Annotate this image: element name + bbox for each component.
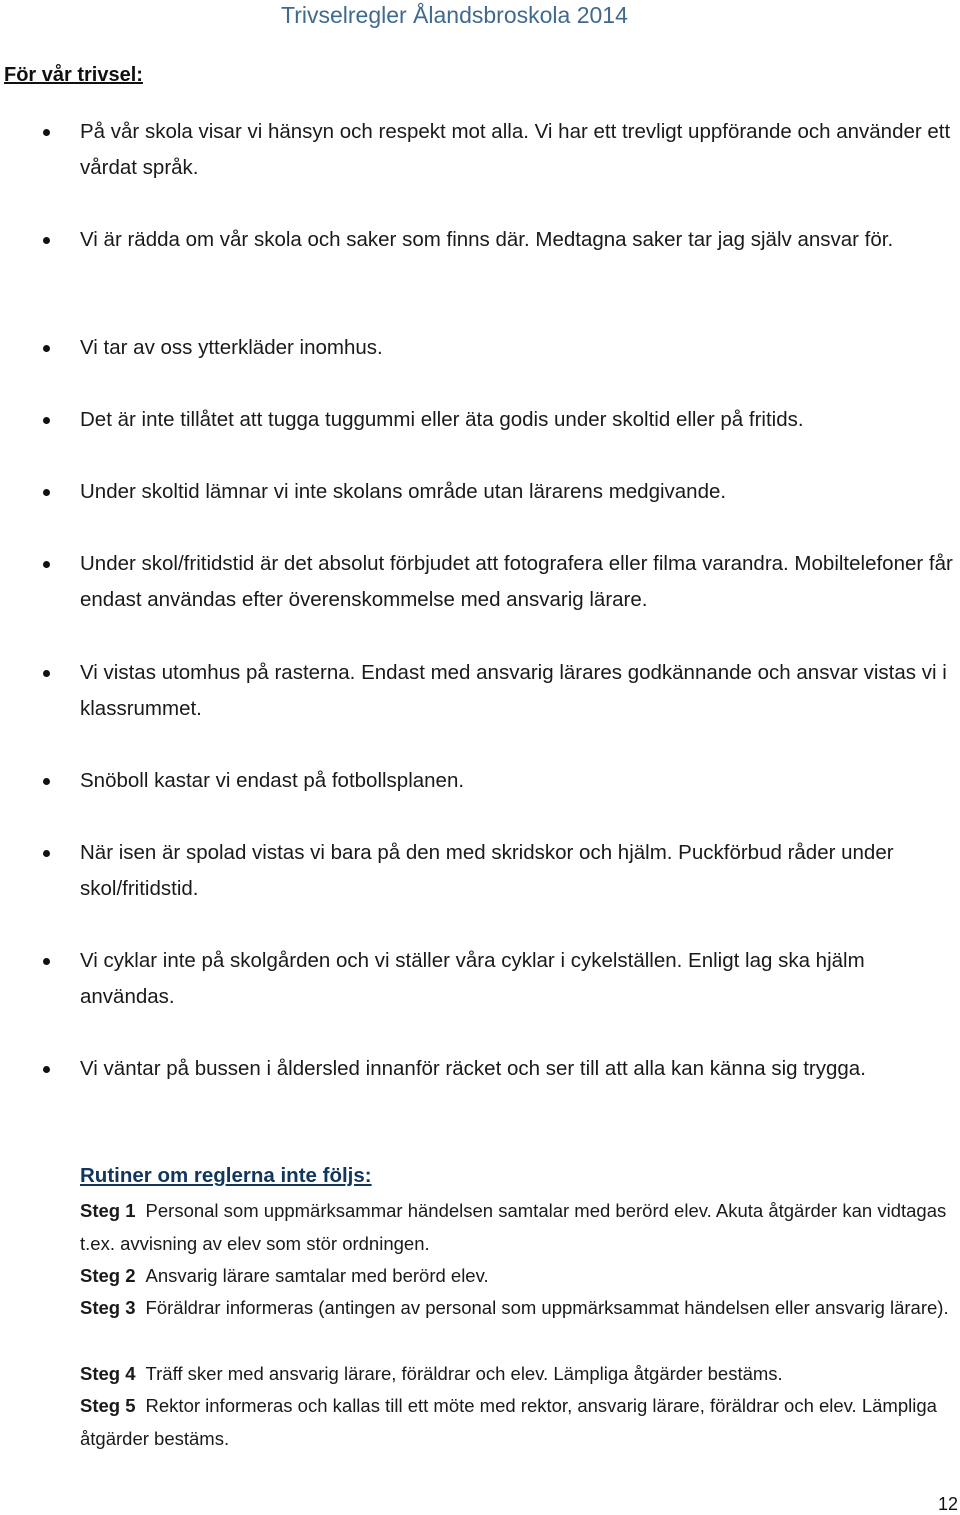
step-label: Steg 3 (80, 1297, 136, 1318)
rule-item (80, 222, 956, 258)
rule-item (80, 943, 956, 1015)
bullet-icon (43, 850, 50, 857)
step-item (80, 1259, 956, 1292)
bullet-icon (43, 670, 50, 677)
rule-text: Det är inte tillåtet att tugga tuggummi eller äta godis under skoltid eller på fritids. (80, 408, 804, 431)
rule-text: Vi tar av oss ytterkläder inomhus. (80, 336, 383, 359)
step-text: Träff sker med ansvarig lärare, föräldrar och elev. Lämpliga åtgärder bestäms. (145, 1363, 783, 1384)
rule-text: På vår skola visar vi hänsyn och respekt mot alla. Vi har ett trevligt uppförande och använder ett vårdat språk. (80, 120, 951, 179)
step-text: Personal som uppmärksammar händelsen samtalar med berörd elev. Akuta åtgärder kan vidtagas t.ex. avvisning av elev som stör ordningen. (80, 1200, 947, 1254)
step-label: Steg 5 (80, 1395, 136, 1416)
rule-text: Vi cyklar inte på skolgården och vi ställer våra cyklar i cykelställen. Enligt lag ska hjälm användas. (80, 949, 865, 1008)
bullet-icon (43, 958, 50, 965)
rule-item (80, 330, 956, 366)
rule-text: Vi är rädda om vår skola och saker som finns där. Medtagna saker tar jag själv ansvar för. (80, 228, 894, 251)
rule-item (80, 546, 956, 618)
bullet-icon (43, 778, 50, 785)
step-label: Steg 4 (80, 1363, 136, 1384)
step-label: Steg 2 (80, 1265, 136, 1286)
rule-text: Under skoltid lämnar vi inte skolans område utan lärarens medgivande. (80, 480, 727, 503)
bullet-icon (43, 489, 50, 496)
step-item (80, 1389, 956, 1455)
rule-item (80, 835, 956, 907)
rule-item (80, 114, 956, 186)
rule-item (80, 1051, 956, 1087)
step-label: Steg 1 (80, 1200, 136, 1221)
step-item (80, 1291, 956, 1324)
bullet-icon (43, 237, 50, 244)
step-text: Ansvarig lärare samtalar med berörd elev. (145, 1265, 489, 1286)
document-header-title: Trivselregler Ålandsbroskola 2014 (281, 2, 628, 28)
step-text: Föräldrar informeras (antingen av personal som uppmärksammat händelsen eller ansvarig lärare). (145, 1297, 949, 1318)
step-item (80, 1357, 956, 1390)
rule-text: Under skol/fritidstid är det absolut förbjudet att fotografera eller filma varandra. Mobiltelefoner får endast användas efter överenskommelse med ansvarig lärare. (80, 552, 953, 611)
bullet-icon (43, 345, 50, 352)
rule-text: Vi väntar på bussen i åldersled innanför räcket och ser till att alla kan känna sig trygga. (80, 1057, 866, 1080)
bullet-icon (43, 561, 50, 568)
rule-text: När isen är spolad vistas vi bara på den med skridskor och hjälm. Puckförbud råder under skol/fritidstid. (80, 841, 894, 900)
step-item (80, 1194, 956, 1260)
rule-item (80, 474, 956, 510)
rule-item (80, 655, 956, 727)
bullet-icon (43, 129, 50, 136)
step-text: Rektor informeras och kallas till ett möte med rektor, ansvarig lärare, föräldrar och elev. Lämpliga åtgärder bestäms. (80, 1395, 937, 1449)
bullet-icon (43, 417, 50, 424)
bullet-icon (43, 1066, 50, 1073)
rule-item (80, 402, 956, 438)
rule-text: Snöboll kastar vi endast på fotbollsplanen. (80, 769, 465, 792)
page-number: 12 (938, 1494, 959, 1514)
rule-text: Vi vistas utomhus på rasterna. Endast med ansvarig lärares godkännande och ansvar vistas vi i klassrummet. (80, 661, 947, 720)
rule-item (80, 763, 956, 799)
section-title: För vår trivsel: (4, 64, 143, 86)
routines-title: Rutiner om reglerna inte följs: (80, 1164, 372, 1187)
